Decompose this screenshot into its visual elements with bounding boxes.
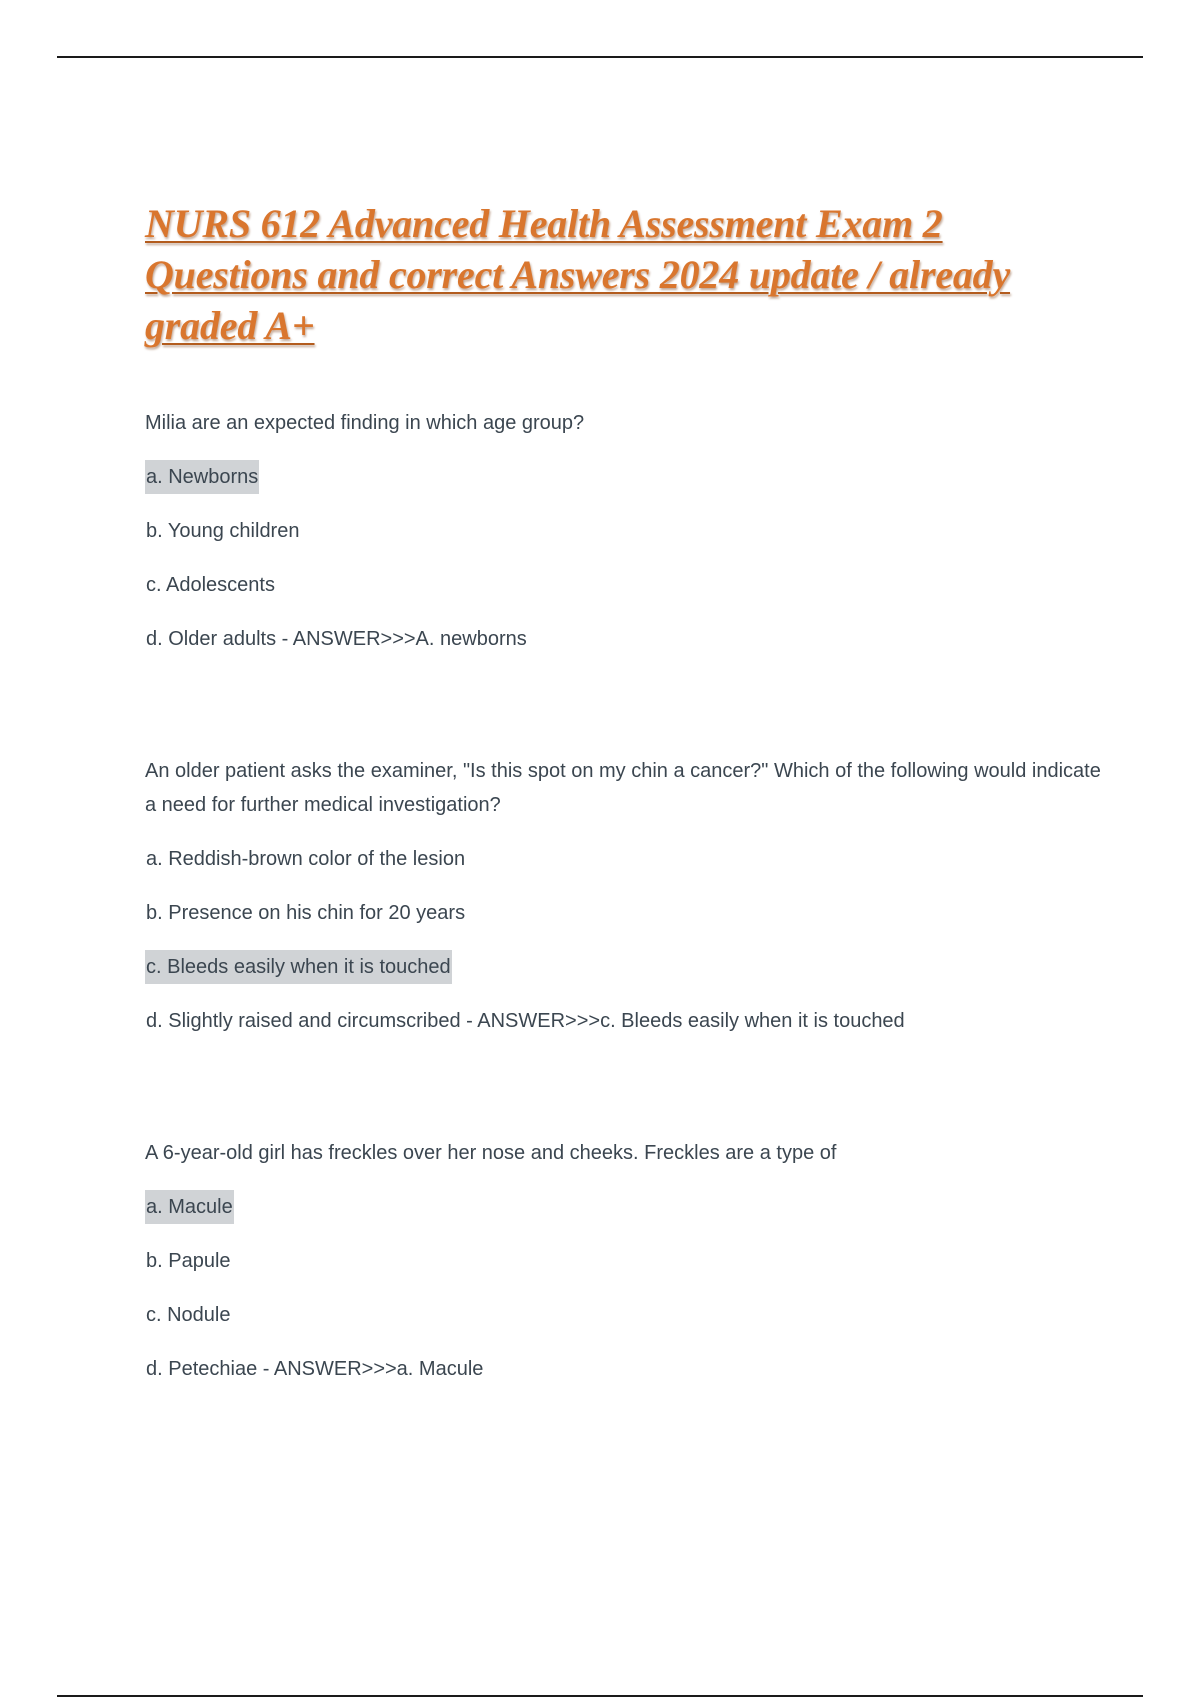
option-c [145,1298,1105,1352]
footer-rule [57,1695,1143,1697]
option-b [145,514,1105,568]
question-text: An older patient asks the examiner, "Is this spot on my chin a cancer?" Which of the following would indicate a need for further medical investigation? [145,760,1101,816]
option-c [145,568,1105,622]
question-block [145,754,1105,1058]
question-block [145,406,1105,676]
option-c [145,950,1105,1004]
option-a [145,460,1105,514]
document-page [145,198,1105,1406]
option-text: a. Newborns [145,460,259,494]
option-text: c. Adolescents [146,574,275,596]
option-text: d. Petechiae - ANSWER>>>a. Macule [146,1358,484,1380]
option-text: b. Papule [146,1250,231,1272]
option-text: d. Slightly raised and circumscribed - ANSWER>>>c. Bleeds easily when it is touched [146,1010,905,1032]
option-b [145,896,1105,950]
question-text: Milia are an expected finding in which age group? [145,412,585,434]
option-d [145,1004,1105,1058]
option-d [145,622,1105,676]
question-block [145,1136,1105,1406]
document-title: NURS 612 Advanced Health Assessment Exam 2 Questions and correct Answers 2024 update / already graded A+ [145,201,1011,348]
option-text: d. Older adults - ANSWER>>>A. newborns [146,628,527,650]
option-text: a. Reddish-brown color of the lesion [146,848,466,870]
option-a [145,842,1105,896]
option-text: a. Macule [145,1190,234,1224]
header-rule [57,56,1143,58]
option-text: c. Bleeds easily when it is touched [145,950,452,984]
option-a [145,1190,1105,1244]
option-text: b. Young children [146,520,300,542]
option-text: b. Presence on his chin for 20 years [146,902,466,924]
option-text: c. Nodule [146,1304,231,1326]
option-b [145,1244,1105,1298]
option-d [145,1352,1105,1406]
question-text: A 6-year-old girl has freckles over her nose and cheeks. Freckles are a type of [145,1142,837,1164]
